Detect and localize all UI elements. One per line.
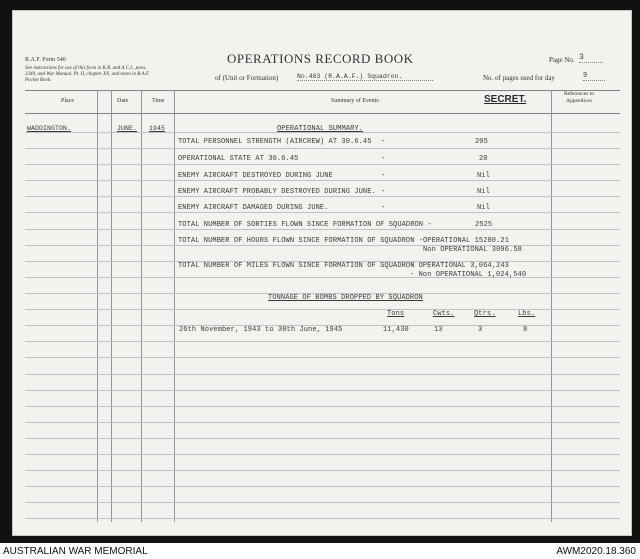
pages-label: No. of pages used for day: [483, 74, 555, 82]
record-sheet: [12, 10, 632, 536]
row-dash: -: [381, 172, 386, 180]
page-value: 3: [579, 53, 603, 63]
column-divider: [97, 90, 98, 522]
row-label: TOTAL PERSONNEL STRENGTH (AIRCREW) AT 30.6.45: [178, 138, 372, 146]
row-label: OPERATIONAL STATE AT 30.6.45: [178, 155, 299, 163]
form-instructions: See instructions for use of this form in K.R. and A.C.I., para. 2349, and War Manual, Pt. II, chapter XX, and notes in R.A.F. Pocket Book.: [25, 66, 150, 83]
entry-date: JUNE.: [117, 125, 138, 132]
ruled-line: [25, 196, 620, 197]
unit-value: No.463 (R.A.A.F.) Squadron.: [297, 73, 433, 81]
ruled-line: [25, 180, 620, 181]
bombs-cwts: 13: [434, 326, 443, 334]
bombs-col-qtrs: Qtrs.: [474, 310, 496, 318]
hours-operational: OPERATIONAL 15280.21: [423, 237, 510, 245]
bombs-qtrs: 3: [478, 326, 483, 334]
column-header-references: References to Appendices: [563, 91, 595, 104]
ruled-line: [25, 470, 620, 471]
column-divider: [111, 90, 112, 522]
column-divider: [141, 90, 142, 522]
ruled-line: [25, 422, 620, 423]
ruled-line: [25, 390, 620, 391]
column-header-time: Time: [152, 98, 165, 104]
ruled-line: [25, 374, 620, 375]
column-divider: [174, 90, 175, 522]
row-label: ENEMY AIRCRAFT DAMAGED DURING JUNE.: [178, 204, 329, 212]
bombs-col-tons: Tons: [387, 310, 405, 318]
ruled-line: [25, 212, 620, 213]
row-dash: -: [381, 155, 386, 163]
ruled-line: [25, 229, 620, 230]
row-value: 205: [475, 138, 488, 146]
row-value: Nil: [477, 204, 490, 212]
ruled-line: [25, 341, 620, 342]
column-header-date: Date: [117, 98, 129, 104]
bombs-heading: TONNAGE OF BOMBS DROPPED BY SQUADRON: [268, 294, 423, 302]
ruled-line: [25, 486, 620, 487]
row-value: 20: [479, 155, 488, 163]
ruled-line: [25, 164, 620, 165]
miles-operational: - OPERATIONAL 3,064,243: [410, 262, 509, 270]
row-dash: -: [381, 204, 386, 212]
ruled-line: [25, 277, 620, 278]
miles-non-operational: - Non OPERATIONAL 1,024,540: [410, 271, 527, 279]
footer-accession: AWM2020.18.360: [556, 546, 636, 557]
miles-label: TOTAL NUMBER OF MILES FLOWN SINCE FORMATION OF SQUADRON: [178, 262, 415, 270]
entry-time: 1945: [149, 125, 166, 132]
row-value: Nil: [477, 172, 490, 180]
bombs-col-cwts: Cwts.: [433, 310, 455, 318]
form-label: R.A.F. Form 540: [25, 57, 66, 63]
unit-prefix: of (Unit or Formation): [215, 74, 279, 82]
secret-stamp: SECRET.: [484, 94, 527, 105]
bombs-lbs: 8: [523, 326, 528, 334]
header-rule-bottom: [25, 113, 620, 114]
header-rule-top: [25, 90, 620, 91]
column-divider: [551, 90, 552, 522]
hours-non-operational: Non OPERATIONAL 3096.58: [423, 246, 522, 254]
ruled-line: [25, 438, 620, 439]
ruled-line: [25, 148, 620, 149]
ruled-line: [25, 454, 620, 455]
row-label: TOTAL NUMBER OF SORTIES FLOWN SINCE FORMATION OF SQUADRON -: [178, 221, 432, 229]
page-label: Page No.: [549, 56, 575, 64]
entry-place: WADDINGTON.: [27, 125, 72, 132]
ruled-line: [25, 245, 620, 246]
bombs-col-lbs: Lbs.: [518, 310, 536, 318]
column-header-summary: Summary of Events: [331, 98, 379, 104]
column-header-place: Place: [61, 98, 74, 104]
row-value: 2525: [475, 221, 493, 229]
section-heading: OPERATIONAL SUMMARY.: [277, 125, 364, 133]
bombs-period: 26th November, 1943 to 30th June, 1945: [179, 326, 343, 334]
ruled-line: [25, 518, 620, 519]
bombs-tons: 11,430: [383, 326, 409, 334]
row-dash: -: [381, 188, 386, 196]
row-label: ENEMY AIRCRAFT DESTROYED DURING JUNE: [178, 172, 333, 180]
ruled-line: [25, 406, 620, 407]
page-title: OPERATIONS RECORD BOOK: [227, 51, 414, 66]
ruled-line: [25, 357, 620, 358]
ruled-line: [25, 502, 620, 503]
row-dash: -: [381, 138, 386, 146]
hours-label: TOTAL NUMBER OF HOURS FLOWN SINCE FORMATION OF SQUADRON -: [178, 237, 424, 245]
row-value: Nil: [477, 188, 490, 196]
row-label: ENEMY AIRCRAFT PROBABLY DESTROYED DURING JUNE.: [178, 188, 376, 196]
pages-value: 9: [583, 72, 605, 81]
footer-credit: AUSTRALIAN WAR MEMORIAL: [3, 546, 148, 557]
